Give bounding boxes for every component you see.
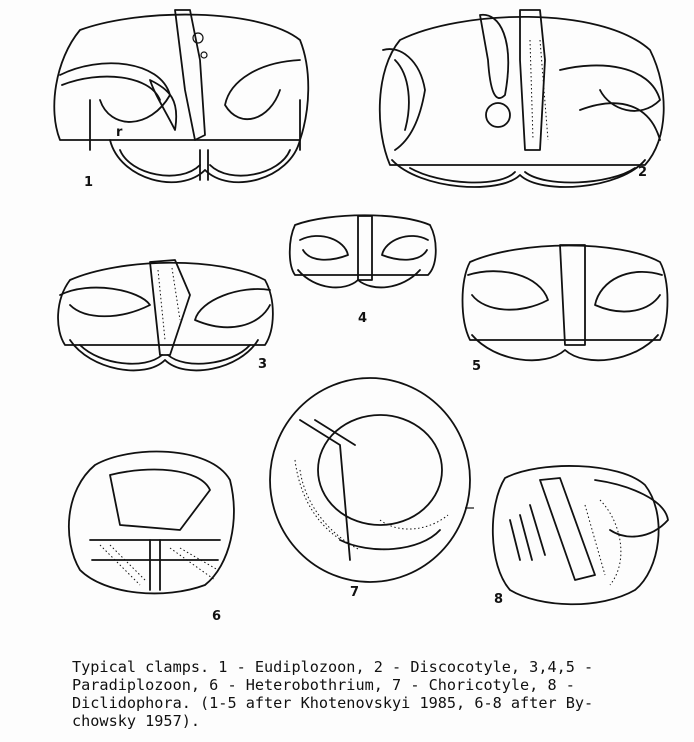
label-6: 6 <box>212 609 222 624</box>
caption-line-3: Diclidophora. (1-5 after Khotenovskyi 1985, 6-8 after By- <box>72 694 594 712</box>
label-2: 2 <box>638 165 648 180</box>
caption-line-2: Paradiplozoon, 6 - Heterobothrium, 7 - Choricotyle, 8 - <box>72 676 575 694</box>
figure-caption <box>72 658 682 730</box>
clamp-1-drawing <box>54 10 308 182</box>
clamp-4-drawing <box>290 215 436 287</box>
label-8: 8 <box>494 592 504 607</box>
clamp-7-drawing <box>270 378 470 582</box>
label-4: 4 <box>358 311 368 326</box>
caption-line-4: chowsky 1957). <box>72 712 201 730</box>
label-3: 3 <box>258 357 268 372</box>
label-1: 1 <box>84 175 94 190</box>
clamp-5-drawing <box>463 245 668 360</box>
label-5: 5 <box>472 359 482 374</box>
clamp-2-drawing <box>380 10 664 187</box>
clamp-6-drawing <box>69 451 234 593</box>
label-r: r <box>116 125 123 140</box>
clamp-8-drawing <box>493 466 668 604</box>
label-7: 7 <box>350 585 360 600</box>
caption-line-1: Typical clamps. 1 - Eudiplozoon, 2 - Discocotyle, 3,4,5 - <box>72 658 594 676</box>
clamp-3-drawing <box>58 260 273 370</box>
